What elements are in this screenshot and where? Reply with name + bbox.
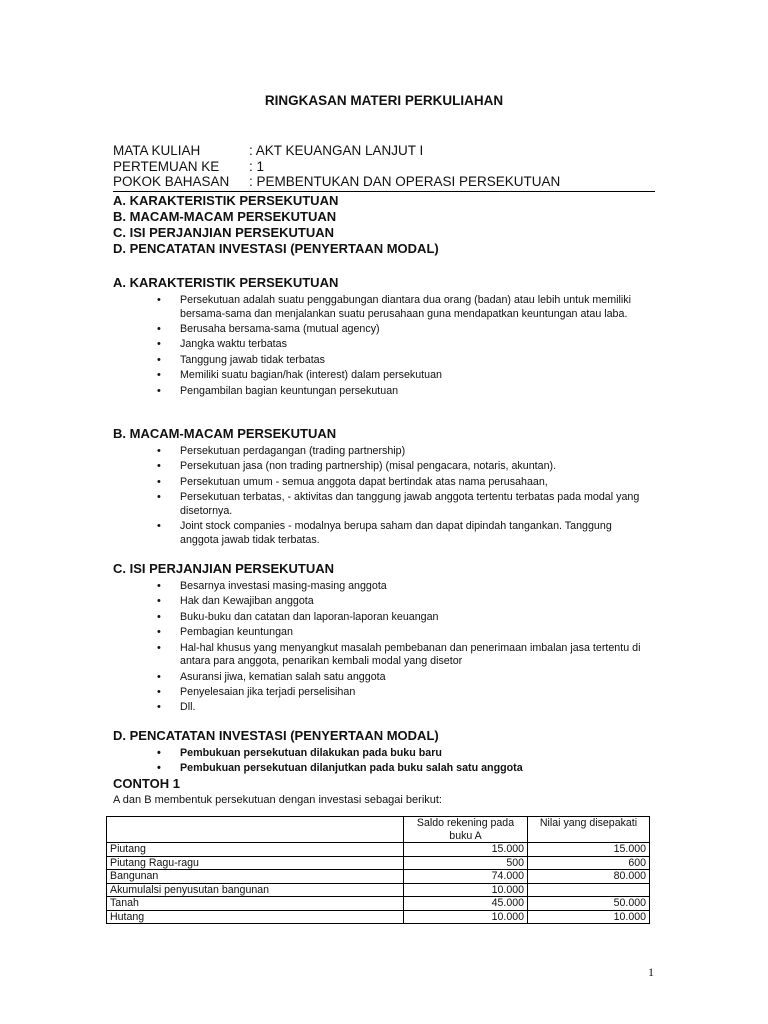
table-cell-agreed-value: 10.000 — [528, 910, 650, 924]
list-item: • Persekutuan adalah suatu penggabungan diantara dua orang (badan) atau lebih untuk memiliki bersama-sama dan menjalankan suatu perusahaan guna mendapatkan keuntungan atau laba. — [113, 294, 650, 321]
list-item: • Pembukuan persekutuan dilakukan pada buku baru — [113, 747, 650, 761]
meta-row-meeting — [113, 159, 658, 175]
list-item: • Tanggung jawab tidak terbatas — [113, 354, 650, 368]
meta-row-topic — [113, 174, 658, 190]
list-item: • Hal-hal khusus yang menyangkut masalah pembebanan dan penerimaan imbalan jasa tertentu di antara para anggota, penarikan kembali modal yang disetor — [113, 642, 650, 669]
table-row — [107, 870, 650, 884]
table-row — [107, 883, 650, 897]
section-heading: C. ISI PERJANJIAN PERSEKUTUAN — [113, 561, 335, 576]
meta-value: : PEMBENTUKAN DAN OPERASI PERSEKUTUAN — [249, 174, 561, 189]
table-cell-book-value: 10.000 — [404, 910, 528, 924]
table-cell-book-value: 45.000 — [404, 897, 528, 911]
table-row — [107, 856, 650, 870]
table-cell-account: Hutang — [107, 910, 404, 924]
bullet-list — [113, 445, 673, 547]
example-title: CONTOH 1 — [113, 776, 180, 791]
section-macam — [113, 426, 673, 549]
meta-label: PERTEMUAN KE — [113, 158, 220, 174]
list-item: • Berusaha bersama-sama (mutual agency) — [113, 323, 650, 337]
bullet-list — [113, 580, 673, 715]
table-cell-agreed-value: 80.000 — [528, 870, 650, 884]
list-item: • Persekutuan perdagangan (trading partnership) — [113, 445, 650, 459]
table-cell-agreed-value: 600 — [528, 856, 650, 870]
table-header-cell: Saldo rekening pada buku A — [404, 817, 528, 843]
table-cell-account: Tanah — [107, 897, 404, 911]
table-cell-account: Piutang Ragu-ragu — [107, 856, 404, 870]
list-item: • Persekutuan terbatas, - aktivitas dan tanggung jawab anggota tertentu terbatas pada modal yang disetornya. — [113, 491, 650, 518]
section-karakteristik — [113, 275, 673, 400]
list-item: • Asuransi jiwa, kematian salah satu anggota — [113, 671, 650, 685]
table-header-cell: Nilai yang disepakati — [528, 817, 650, 843]
table-cell-account: Akumulalsi penyusutan bangunan — [107, 883, 404, 897]
list-item: • Pembagian keuntungan — [113, 626, 650, 640]
page-number: 1 — [648, 965, 654, 979]
table-cell-book-value: 500 — [404, 856, 528, 870]
investment-table — [106, 816, 650, 924]
list-item: • Pengambilan bagian keuntungan persekutuan — [113, 385, 650, 399]
table-cell-agreed-value: 50.000 — [528, 897, 650, 911]
list-item: • Besarnya investasi masing-masing anggota — [113, 580, 650, 594]
table-cell-account: Piutang — [107, 843, 404, 857]
toc-item: C. ISI PERJANJIAN PERSEKUTUAN — [113, 225, 335, 240]
meta-value: : 1 — [249, 158, 265, 174]
list-item: • Memiliki suatu bagian/hak (interest) dalam persekutuan — [113, 369, 650, 383]
toc-item: D. PENCATATAN INVESTASI (PENYERTAAN MODAL) — [113, 241, 439, 256]
list-item: • Dll. — [113, 701, 650, 715]
table-row — [107, 843, 650, 857]
table-cell-agreed-value — [528, 883, 650, 897]
table-header-row — [107, 817, 650, 843]
section-heading: D. PENCATATAN INVESTASI (PENYERTAAN MODAL) — [113, 728, 439, 743]
section-heading: A. KARAKTERISTIK PERSEKUTUAN — [113, 275, 339, 290]
course-meta — [113, 143, 658, 190]
meta-label: MATA KULIAH — [113, 143, 201, 158]
table-row — [107, 897, 650, 911]
table-cell-agreed-value: 15.000 — [528, 843, 650, 857]
table-of-contents — [113, 193, 439, 257]
header-divider — [113, 191, 655, 192]
list-item: • Buku-buku dan catatan dan laporan-laporan keuangan — [113, 611, 650, 625]
meta-value: : AKT KEUANGAN LANJUT I — [249, 143, 424, 158]
list-item: • Penyelesaian jika terjadi perselisihan — [113, 686, 650, 700]
bullet-list — [113, 747, 673, 776]
table-header-cell — [107, 817, 404, 843]
table-row — [107, 910, 650, 924]
section-heading: B. MACAM-MACAM PERSEKUTUAN — [113, 426, 337, 441]
meta-label: POKOK BAHASAN — [113, 174, 230, 189]
toc-item: A. KARAKTERISTIK PERSEKUTUAN — [113, 193, 339, 208]
list-item: • Persekutuan jasa (non trading partnership) (misal pengacara, notaris, akuntan). — [113, 460, 650, 474]
meta-row-course — [113, 143, 658, 159]
list-item: • Jangka waktu terbatas — [113, 338, 650, 352]
list-item: • Persekutuan umum - semua anggota dapat bertindak atas nama perusahaan, — [113, 476, 650, 490]
list-item: • Pembukuan persekutuan dilanjutkan pada buku salah satu anggota — [113, 762, 650, 776]
page-title: RINGKASAN MATERI PERKULIAHAN — [264, 93, 504, 108]
toc-item: B. MACAM-MACAM PERSEKUTUAN — [113, 209, 337, 224]
table-cell-book-value: 10.000 — [404, 883, 528, 897]
bullet-list — [113, 294, 673, 398]
list-item: • Joint stock companies - modalnya berupa saham dan dapat dipindah tangankan. Tanggung anggota jawab tidak terbatas. — [113, 520, 650, 547]
example-intro: A dan B membentuk persekutuan dengan investasi sebagai berikut: — [113, 794, 442, 806]
table-cell-account: Bangunan — [107, 870, 404, 884]
list-item: • Hak dan Kewajiban anggota — [113, 595, 650, 609]
section-isi-perjanjian — [113, 561, 673, 717]
table-cell-book-value: 74.000 — [404, 870, 528, 884]
section-pencatatan — [113, 728, 673, 778]
table-cell-book-value: 15.000 — [404, 843, 528, 857]
